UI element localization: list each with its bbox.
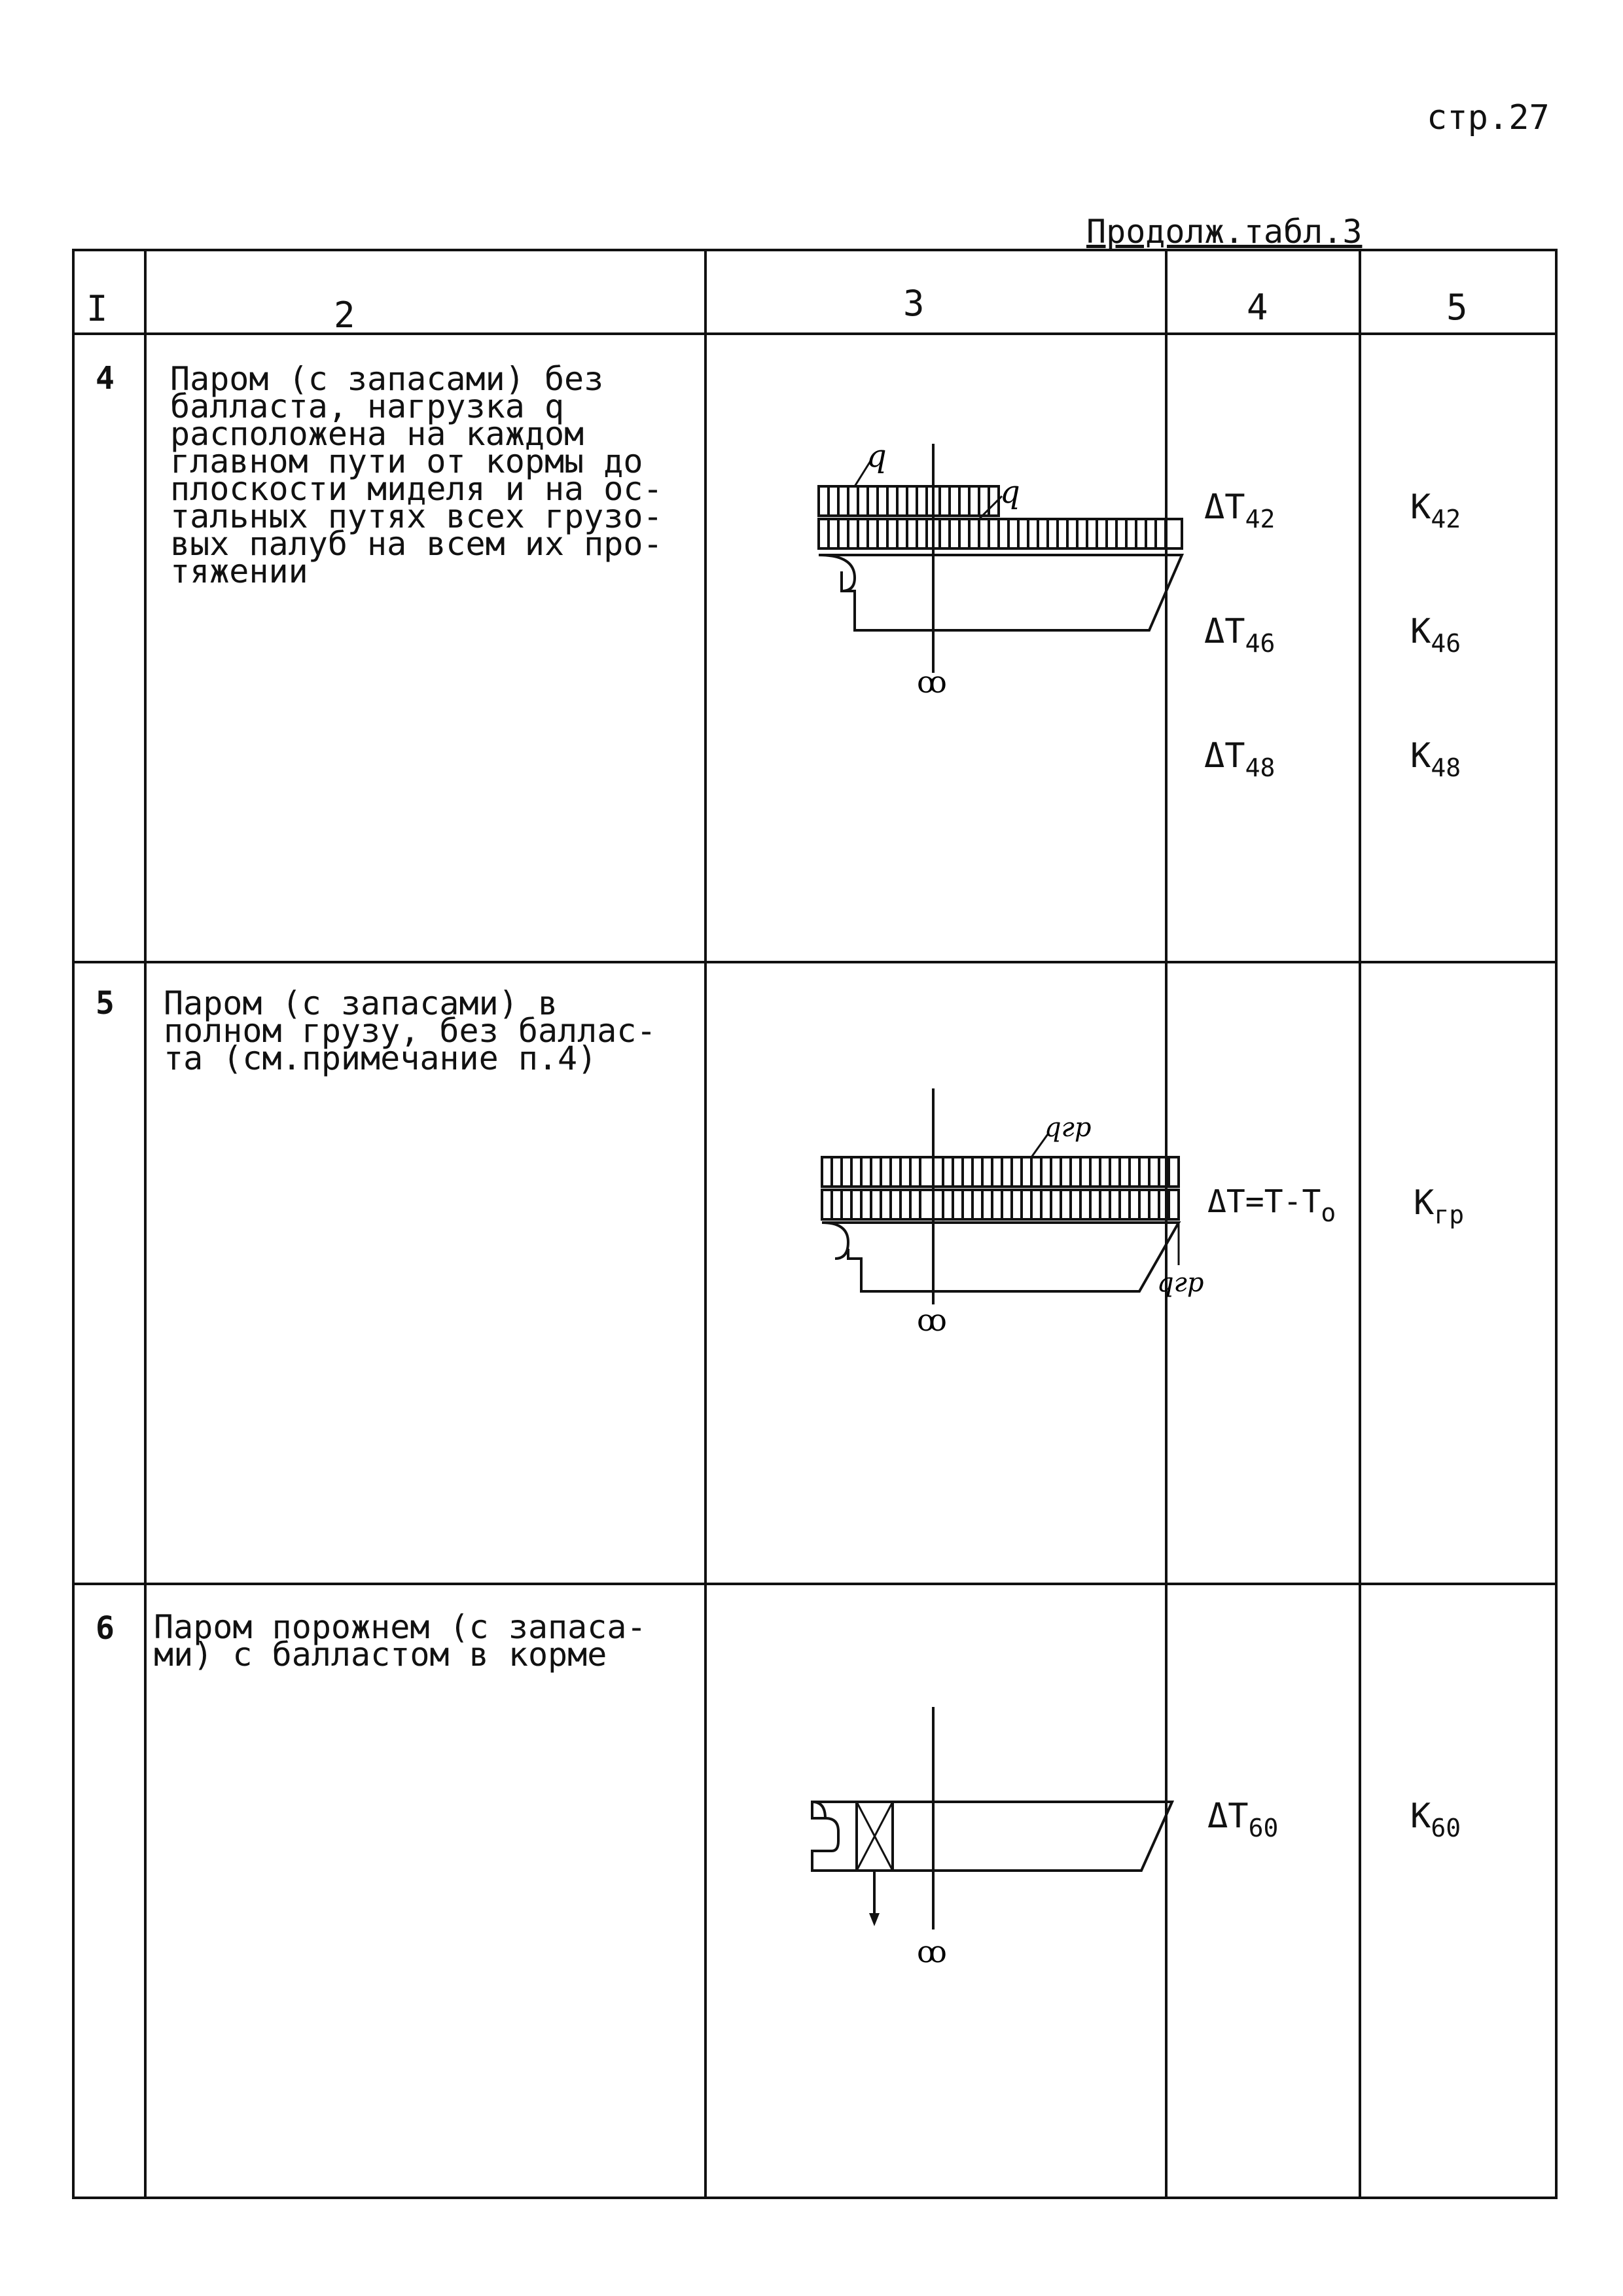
delta-t-42: $\Delta T_{42}$ [1204,488,1275,533]
header-col1: I [86,288,108,329]
midship-symbol: ꝏ [917,1302,947,1338]
row-description: Паром (с запасами) без балласта, нагрузка q расположена на каждом главном пути от кормы до плоскости миделя и на ос- тальных путях всех грузо- вых палуб на всем их про- тяжении [170,360,663,590]
delta-t-formula: $\Delta T=T-T_o$ [1207,1183,1336,1227]
ballast-diagram-row6 [704,1583,1165,2198]
table-right-border [1555,249,1558,2199]
delta-t-60: $\Delta T_{60}$ [1207,1797,1279,1842]
k-46: $K_{46}$ [1410,612,1461,658]
load-diagram-row4 [704,332,1165,961]
row-number: 4 [96,360,115,397]
col1-col2-divider [144,249,147,2199]
midship-symbol: ꝏ [917,1934,947,1969]
k-42: $K_{42}$ [1410,488,1461,533]
k-48: $K_{48}$ [1410,736,1461,782]
col4-col5-divider [1359,249,1361,2199]
table-3-continued [72,249,1558,2199]
load-label-qgr-lower: qгр [1157,1268,1204,1298]
header-col2: 2 [334,295,355,336]
table-left-border [72,249,75,2199]
page-number: стр.27 [1427,98,1550,137]
row-number: 5 [96,985,115,1022]
table-continuation-caption: Продолж.табл.3 [1086,213,1363,251]
header-col5: 5 [1446,287,1468,328]
row-description: Паром порожнем (с запаса- ми) с балластом в корме [154,1608,647,1674]
delta-t-48: $\Delta T_{48}$ [1204,736,1275,782]
load-label-qgr-upper: qгр [1044,1113,1092,1143]
row-number: 6 [96,1610,115,1647]
load-label-q-lower: q [1000,474,1020,511]
k-gr: $K_{гр}$ [1414,1183,1465,1229]
load-diagram-row5 [704,961,1204,1583]
k-60: $K_{60}$ [1410,1797,1461,1842]
load-label-q-upper: q [866,438,887,475]
delta-t-46: $\Delta T_{46}$ [1204,612,1275,658]
header-col4: 4 [1247,287,1268,328]
header-col3: 3 [903,283,925,324]
row-description: Паром (с запасами) в полном грузу, без баллас- та (см.примечание п.4) [164,984,656,1077]
table-top-border [72,249,1558,251]
midship-symbol: ꝏ [917,664,947,700]
